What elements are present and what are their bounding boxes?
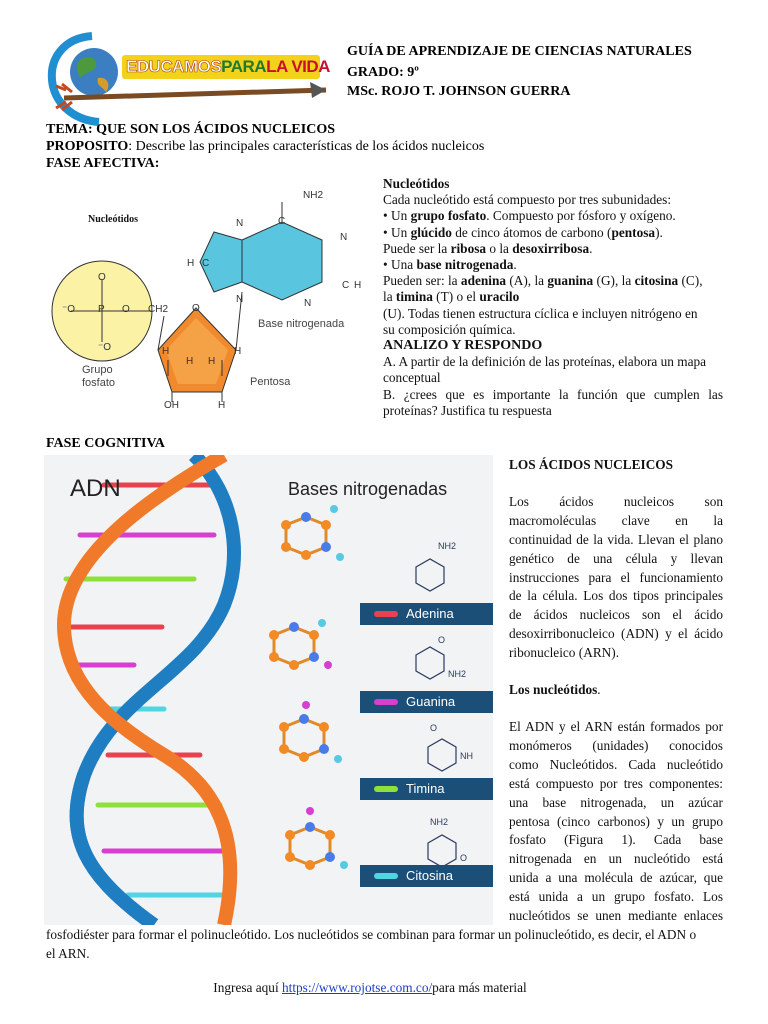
timina-o: O: [430, 723, 438, 733]
atom-h-inner-left: H: [186, 356, 194, 367]
atom-o-ring: O: [192, 303, 200, 314]
atom-o-top: O: [98, 272, 106, 283]
atom-oh: OH: [164, 400, 179, 411]
atom-p: P: [98, 304, 105, 315]
atom-nh2: NH2: [303, 190, 324, 201]
acidos-full-line1: fosfodiéster para formar el polinucleótido. Los nucleótidos se combinan para formar un polinucleótido, es decir, el ADN o: [46, 927, 697, 942]
nucleotidos-line4: Puede ser la ribosa o la desoxirribosa.: [383, 240, 593, 256]
acidos-p2-line3: como Nucleótidos. Cada nucleótido: [509, 756, 723, 772]
nucleotidos-line6: Pueden ser: la adenina (A), la guanina (G), la citosina (C),: [383, 273, 703, 289]
acidos-p2-line4: está compuesto por tres componentes:: [509, 775, 723, 791]
nucleotidos-line5: • Una base nitrogenada.: [383, 257, 517, 273]
base-label-timina: [360, 778, 493, 800]
fosfato-label-line2: fosfato: [82, 377, 116, 389]
acidos-p2-line6: pentosa (cinco carbonos) y un grupo: [509, 813, 723, 829]
acidos-p2-line1: El ADN y el ARN están formados por: [509, 718, 723, 734]
acidos-p1-line3: continuidad de la vida. Llevan el plano: [509, 531, 723, 547]
acidos-p2-line9: unida a una molécula de azúcar, que: [509, 870, 723, 886]
acidos-p1-line2: macromoléculas clave en la: [509, 512, 723, 528]
atom-o-right: O: [122, 304, 130, 315]
logo: [44, 28, 334, 128]
timina-nh: NH: [460, 751, 473, 761]
footer: [0, 980, 740, 996]
fase-cognitiva-heading: FASE COGNITIVA: [46, 436, 165, 451]
nucleotidos-line2: • Un grupo fosfato. Compuesto por fósforo y oxígeno.: [383, 208, 676, 224]
citosina-nh2: NH2: [430, 817, 449, 827]
logo-text-la-vida: LA VIDA: [266, 57, 330, 76]
acidos-p2-line11: nucleótidos se unen mediante enlaces: [509, 908, 723, 924]
acidos-continuation: [46, 926, 726, 964]
proposito-label: PROPOSITO: [46, 139, 129, 154]
analizo-a-line2: conceptual: [383, 370, 441, 386]
guanina-o: O: [438, 635, 446, 645]
nucleotidos-line7: la timina (T) o el uracilo: [383, 289, 520, 305]
guanina-nh2: NH2: [448, 669, 467, 679]
footer-link[interactable]: https://www.rojotse.com.co/: [281, 980, 433, 995]
nucleotidos-line9: su composición química.: [383, 321, 516, 337]
acidos-section: [509, 456, 723, 926]
acidos-p2-line5: una base nitrogenada, un azúcar: [509, 794, 723, 810]
nucleotide-figure: [46, 180, 376, 420]
atom-n2: N: [340, 232, 348, 243]
base-label-citosina: [360, 865, 493, 887]
atom-minus-o: ⁻O: [62, 304, 76, 315]
atom-ch2: CH2: [148, 304, 169, 315]
nucleotidos-line1: Cada nucleótido está compuesto por tres subunidades:: [383, 192, 672, 208]
base-nitrogenada-label: Base nitrogenada: [258, 318, 345, 330]
logo-text-para: PARA: [221, 57, 267, 76]
acidos-p1-line1: Los ácidos nucleicos son: [509, 493, 723, 509]
acidos-p2-line10: está unida a un grupo fosfato. Los: [509, 889, 723, 905]
acidos-title: LOS ÁCIDOS NUCLEICOS: [509, 457, 674, 472]
analizo-b-line1: B. ¿crees que es importante la función que cumplen las: [383, 386, 723, 402]
analizo-a-line1: A. A partir de la definición de las proteínas, elabora un mapa: [383, 354, 707, 370]
citosina-color-bar: [374, 873, 398, 879]
grupo-fosfato-label: [82, 364, 115, 390]
citosina-label: Citosina: [406, 868, 453, 883]
atom-o-bottom: ⁻O: [98, 342, 112, 353]
atom-h-ch: H: [354, 280, 362, 291]
atom-h-right: H: [234, 346, 242, 357]
proposito-line: [46, 139, 484, 155]
nucleotidos-title: Nucleótidos: [383, 176, 450, 191]
atom-h-left: H: [162, 346, 170, 357]
pentosa-label: Pentosa: [250, 376, 291, 388]
dna-title: ADN: [70, 475, 121, 502]
atom-c2: C: [202, 258, 210, 269]
acidos-p2-line7: fosfato (Figura 1). Cada base: [509, 832, 723, 848]
nucleotidos-line8: (U). Todas tienen estructura cíclica e incluyen nitrógeno en: [383, 305, 698, 321]
atom-h-bottom: H: [218, 400, 226, 411]
analizo-b-line2: proteínas? Justifica tu respuesta: [383, 402, 552, 418]
timina-color-bar: [374, 786, 398, 792]
atom-h-c: H: [187, 258, 195, 269]
atom-n1: N: [236, 218, 244, 229]
fosfato-label-line1: Grupo: [82, 364, 113, 376]
atom-h-inner-right: H: [208, 356, 216, 367]
atom-n3: N: [236, 294, 244, 305]
tema-heading: TEMA: QUE SON LOS ÁCIDOS NUCLEICOS: [46, 122, 335, 137]
base-label-adenina: [360, 603, 493, 625]
acidos-p1-line5: instrucciones para el funcionamiento: [509, 569, 723, 585]
nucleotidos-line3: • Un glúcido de cinco átomos de carbono (pentosa).: [383, 224, 663, 240]
bases-subtitle: Bases nitrogenadas: [288, 479, 448, 499]
nucleotidos-subtitle: Los nucleótidos.: [509, 682, 601, 698]
adenina-nh2: NH2: [438, 541, 457, 551]
author-line: MSc. ROJO T. JOHNSON GUERRA: [347, 84, 571, 99]
grade-line: GRADO: 9º: [347, 65, 419, 80]
fase-afectiva-heading: FASE AFECTIVA:: [46, 156, 160, 171]
proposito-text: : Describe las principales características de los ácidos nucleicos: [128, 139, 485, 154]
logo-text-educamos: EDUCAMOS: [126, 57, 222, 76]
footer-post: para más material: [432, 980, 527, 995]
guide-title: GUÍA DE APRENDIZAJE DE CIENCIAS NATURALES: [347, 44, 692, 59]
base-label-guanina: [360, 691, 493, 713]
guanina-label: Guanina: [406, 694, 456, 709]
nucleotidos-figure-title: Nucleótidos: [88, 214, 138, 225]
atom-c1: C: [278, 216, 286, 227]
nucleotidos-section: [383, 176, 723, 419]
adenina-label: Adenina: [406, 606, 454, 621]
adenina-color-bar: [374, 611, 398, 617]
atom-n4: N: [304, 298, 312, 309]
acidos-p1-line4: genético de una célula y llevan: [509, 550, 723, 566]
analizo-title: ANALIZO Y RESPONDO: [383, 338, 543, 354]
acidos-p2-line2: monómeros (unidades) conocidos: [509, 737, 723, 753]
acidos-p1-line6: de la célula. Los dos tipos principales: [509, 588, 723, 604]
footer-pre: Ingresa aquí: [213, 980, 282, 995]
acidos-p1-line7: de ácidos nucleicos son el ácido: [509, 607, 723, 623]
atom-c-h: C: [342, 280, 350, 291]
dna-figure: [44, 455, 493, 925]
acidos-p1-line9: ribonucleico (ARN).: [509, 645, 620, 661]
acidos-full-line2: el ARN.: [46, 945, 90, 961]
timina-label: Timina: [406, 781, 445, 796]
guanina-color-bar: [374, 699, 398, 705]
acidos-p1-line8: desoxirribonucleico (ADN) y el ácido: [509, 626, 723, 642]
citosina-o: O: [460, 853, 468, 863]
acidos-p2-line8: nitrogenada en un nucleótido está: [509, 851, 723, 867]
